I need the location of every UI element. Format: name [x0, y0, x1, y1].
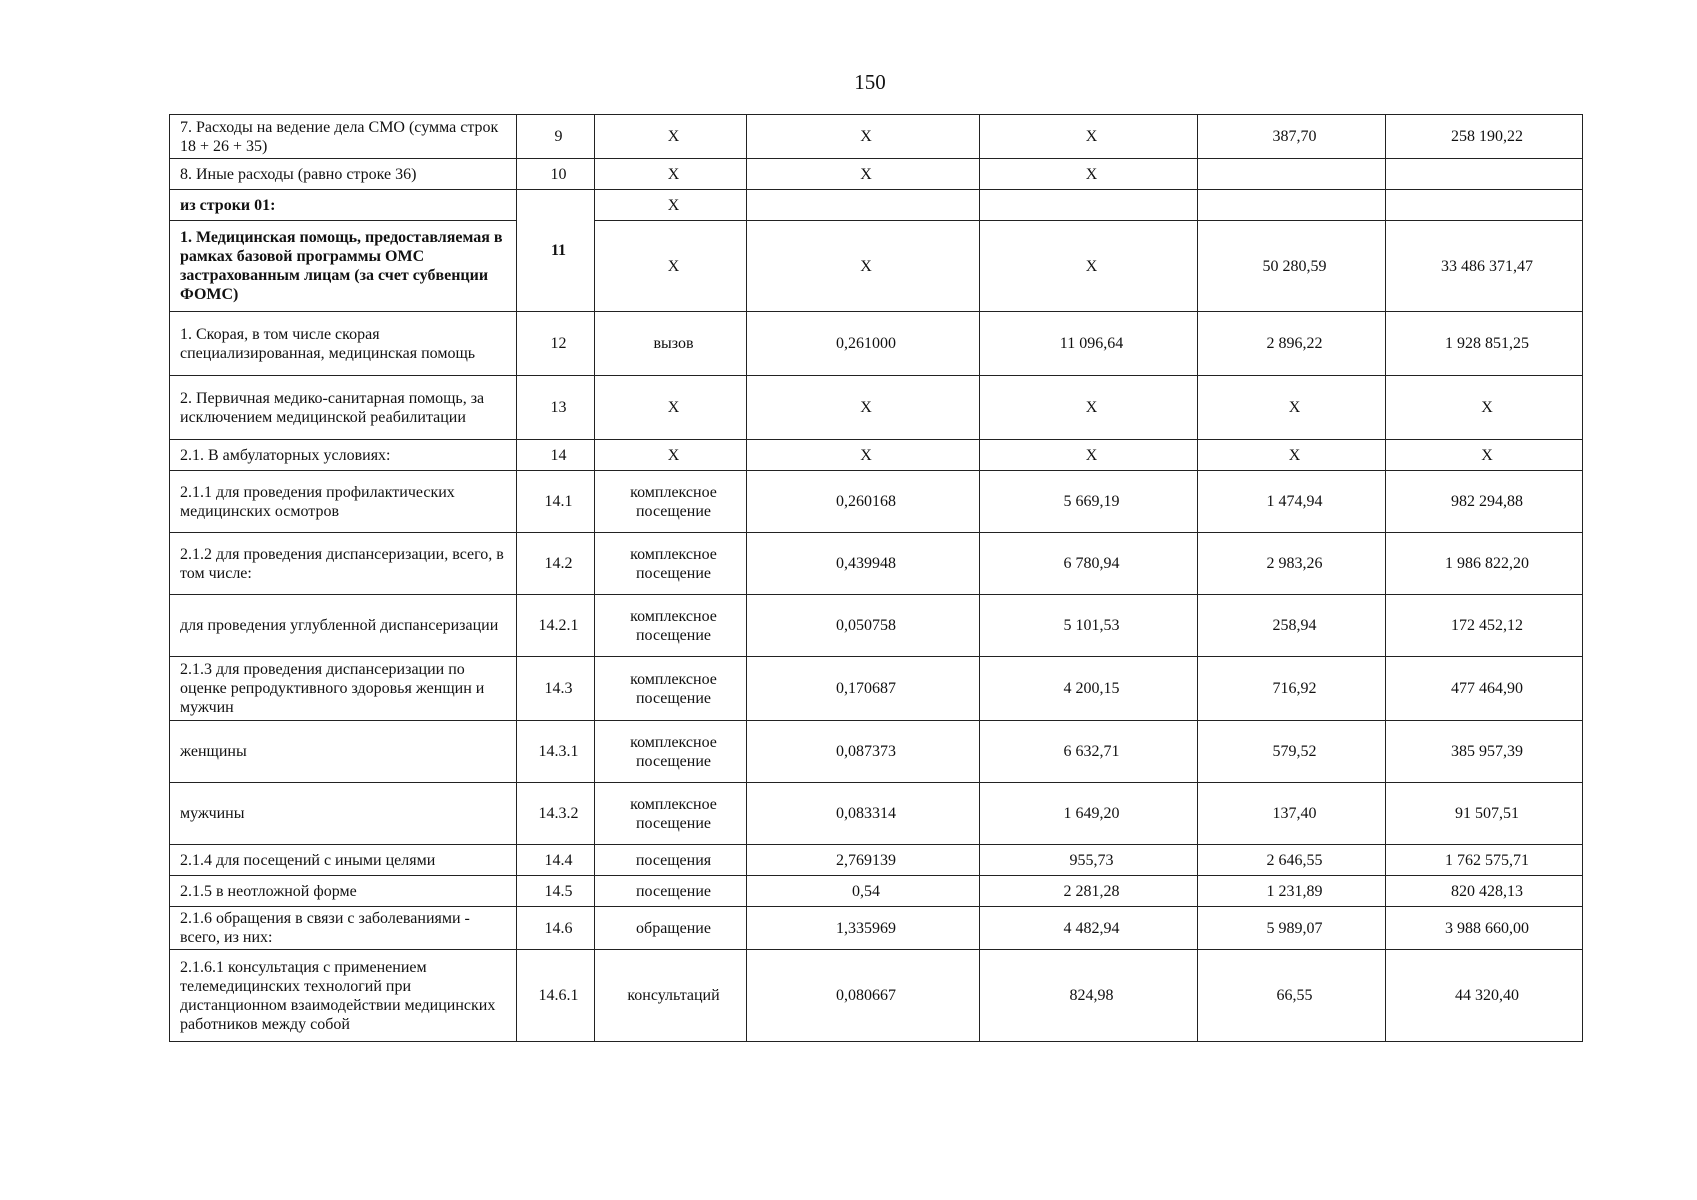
table-row-11 [170, 221, 1583, 312]
row-name: 8. Иные расходы (равно строке 36) [170, 159, 517, 190]
table-row-10 [170, 159, 1583, 190]
row-code: 14 [517, 440, 595, 471]
row-value-c6: 50 280,59 [1198, 221, 1386, 312]
row-value-c7: 385 957,39 [1386, 721, 1583, 783]
row-unit: комплексное посещение [595, 595, 747, 657]
row-value-c4: 0,170687 [747, 657, 980, 721]
row-value-c7: Х [1386, 376, 1583, 440]
row-unit: Х [595, 159, 747, 190]
row-value-c7: 33 486 371,47 [1386, 221, 1583, 312]
table-row-14-1 [170, 471, 1583, 533]
table-row-14-6-1 [170, 950, 1583, 1042]
page-number: 150 [854, 70, 886, 94]
table-row-14-5 [170, 876, 1583, 907]
row-value-c6: 5 989,07 [1198, 907, 1386, 950]
row-name: 1. Скорая, в том числе скорая специализированная, медицинская помощь [170, 312, 517, 376]
table-row-14-4 [170, 845, 1583, 876]
table-row-12 [170, 312, 1583, 376]
row-name: 2.1.6.1 консультация с применением телемедицинских технологий при дистанционном взаимодействии медицинских работников между собой [170, 950, 517, 1042]
row-code: 14.6 [517, 907, 595, 950]
table-row-from-01 [170, 190, 1583, 221]
row-value-c7: 3 988 660,00 [1386, 907, 1583, 950]
row-code: 14.1 [517, 471, 595, 533]
row-value-c6: Х [1198, 376, 1386, 440]
row-name: мужчины [170, 783, 517, 845]
row-value-c6: 2 983,26 [1198, 533, 1386, 595]
row-value-c6: 2 646,55 [1198, 845, 1386, 876]
row-value-c6: 579,52 [1198, 721, 1386, 783]
row-value-c5: Х [980, 115, 1198, 159]
row-unit: комплексное посещение [595, 471, 747, 533]
row-value-c4: 2,769139 [747, 845, 980, 876]
row-value-c6: Х [1198, 440, 1386, 471]
row-code: 10 [517, 159, 595, 190]
row-value-c4: 0,080667 [747, 950, 980, 1042]
row-name: 2.1. В амбулаторных условиях: [170, 440, 517, 471]
row-value-c6: 2 896,22 [1198, 312, 1386, 376]
row-value-c5: 955,73 [980, 845, 1198, 876]
row-value-c7: 477 464,90 [1386, 657, 1583, 721]
row-value-c5: 5 101,53 [980, 595, 1198, 657]
row-code: 14.2 [517, 533, 595, 595]
row-value-c6 [1198, 159, 1386, 190]
row-value-c5 [980, 190, 1198, 221]
row-value-c6 [1198, 190, 1386, 221]
row-value-c7: 91 507,51 [1386, 783, 1583, 845]
row-name: 2.1.6 обращения в связи с заболеваниями - всего, из них: [170, 907, 517, 950]
row-code: 14.3 [517, 657, 595, 721]
row-code: 13 [517, 376, 595, 440]
row-value-c5: Х [980, 440, 1198, 471]
row-value-c4: 0,439948 [747, 533, 980, 595]
row-value-c4: 0,050758 [747, 595, 980, 657]
table-row-14-3 [170, 657, 1583, 721]
row-value-c5: Х [980, 159, 1198, 190]
row-value-c6: 1 231,89 [1198, 876, 1386, 907]
row-value-c7: 44 320,40 [1386, 950, 1583, 1042]
row-value-c4: 0,261000 [747, 312, 980, 376]
row-value-c5: 11 096,64 [980, 312, 1198, 376]
table-row-14-6 [170, 907, 1583, 950]
row-value-c4: 0,083314 [747, 783, 980, 845]
row-name: из строки 01: [170, 190, 517, 221]
row-unit: Х [595, 221, 747, 312]
row-code: 11 [517, 190, 595, 312]
row-value-c4: Х [747, 440, 980, 471]
row-code: 14.5 [517, 876, 595, 907]
row-value-c7: 1 762 575,71 [1386, 845, 1583, 876]
row-unit: комплексное посещение [595, 783, 747, 845]
table-row-9 [170, 115, 1583, 159]
row-value-c5: Х [980, 376, 1198, 440]
row-value-c5: 4 482,94 [980, 907, 1198, 950]
row-name: 2.1.1 для проведения профилактических медицинских осмотров [170, 471, 517, 533]
row-code: 14.6.1 [517, 950, 595, 1042]
table-row-14-3-2 [170, 783, 1583, 845]
row-code: 14.3.2 [517, 783, 595, 845]
row-name: женщины [170, 721, 517, 783]
row-unit: вызов [595, 312, 747, 376]
row-code: 14.3.1 [517, 721, 595, 783]
row-value-c7: 982 294,88 [1386, 471, 1583, 533]
row-code: 14.2.1 [517, 595, 595, 657]
row-name: 2.1.2 для проведения диспансеризации, всего, в том числе: [170, 533, 517, 595]
row-value-c7: 1 986 822,20 [1386, 533, 1583, 595]
row-value-c4: 0,087373 [747, 721, 980, 783]
row-value-c5: 5 669,19 [980, 471, 1198, 533]
row-name: 2.1.5 в неотложной форме [170, 876, 517, 907]
row-code: 12 [517, 312, 595, 376]
row-value-c7 [1386, 159, 1583, 190]
row-value-c4: Х [747, 115, 980, 159]
financing-table [169, 114, 1583, 1042]
row-value-c4: 1,335969 [747, 907, 980, 950]
row-unit: Х [595, 376, 747, 440]
row-value-c6: 387,70 [1198, 115, 1386, 159]
row-value-c6: 258,94 [1198, 595, 1386, 657]
row-unit: посещения [595, 845, 747, 876]
row-unit: комплексное посещение [595, 533, 747, 595]
row-unit: Х [595, 440, 747, 471]
row-value-c4 [747, 190, 980, 221]
row-name: 2.1.3 для проведения диспансеризации по оценке репродуктивного здоровья женщин и мужчин [170, 657, 517, 721]
table-row-14-3-1 [170, 721, 1583, 783]
table-row-14 [170, 440, 1583, 471]
row-unit: обращение [595, 907, 747, 950]
row-unit: консультаций [595, 950, 747, 1042]
row-code: 14.4 [517, 845, 595, 876]
row-value-c4: Х [747, 159, 980, 190]
row-name: 2. Первичная медико-санитарная помощь, за исключением медицинской реабилитации [170, 376, 517, 440]
row-value-c7: 1 928 851,25 [1386, 312, 1583, 376]
row-value-c6: 716,92 [1198, 657, 1386, 721]
row-value-c4: 0,260168 [747, 471, 980, 533]
row-value-c5: 6 632,71 [980, 721, 1198, 783]
row-value-c5: 2 281,28 [980, 876, 1198, 907]
row-unit: посещение [595, 876, 747, 907]
row-value-c7: Х [1386, 440, 1583, 471]
row-unit: комплексное посещение [595, 721, 747, 783]
row-value-c7: 820 428,13 [1386, 876, 1583, 907]
row-value-c4: Х [747, 221, 980, 312]
row-value-c7: 172 452,12 [1386, 595, 1583, 657]
row-name: 1. Медицинская помощь, предоставляемая в рамках базовой программы ОМС застрахованным лицам (за счет субвенции ФОМС) [170, 221, 517, 312]
row-unit: комплексное посещение [595, 657, 747, 721]
row-value-c5: 4 200,15 [980, 657, 1198, 721]
row-value-c4: Х [747, 376, 980, 440]
row-value-c5: 824,98 [980, 950, 1198, 1042]
row-value-c5: 1 649,20 [980, 783, 1198, 845]
table-row-13 [170, 376, 1583, 440]
row-value-c6: 66,55 [1198, 950, 1386, 1042]
row-unit: Х [595, 190, 747, 221]
row-unit: Х [595, 115, 747, 159]
row-value-c7 [1386, 190, 1583, 221]
row-value-c5: 6 780,94 [980, 533, 1198, 595]
table-row-14-2 [170, 533, 1583, 595]
row-name: 2.1.4 для посещений с иными целями [170, 845, 517, 876]
row-value-c5: Х [980, 221, 1198, 312]
table-row-14-2-1 [170, 595, 1583, 657]
row-code: 9 [517, 115, 595, 159]
row-name: для проведения углубленной диспансеризации [170, 595, 517, 657]
row-value-c4: 0,54 [747, 876, 980, 907]
row-name: 7. Расходы на ведение дела СМО (сумма строк 18 + 26 + 35) [170, 115, 517, 159]
row-value-c7: 258 190,22 [1386, 115, 1583, 159]
row-value-c6: 1 474,94 [1198, 471, 1386, 533]
row-value-c6: 137,40 [1198, 783, 1386, 845]
